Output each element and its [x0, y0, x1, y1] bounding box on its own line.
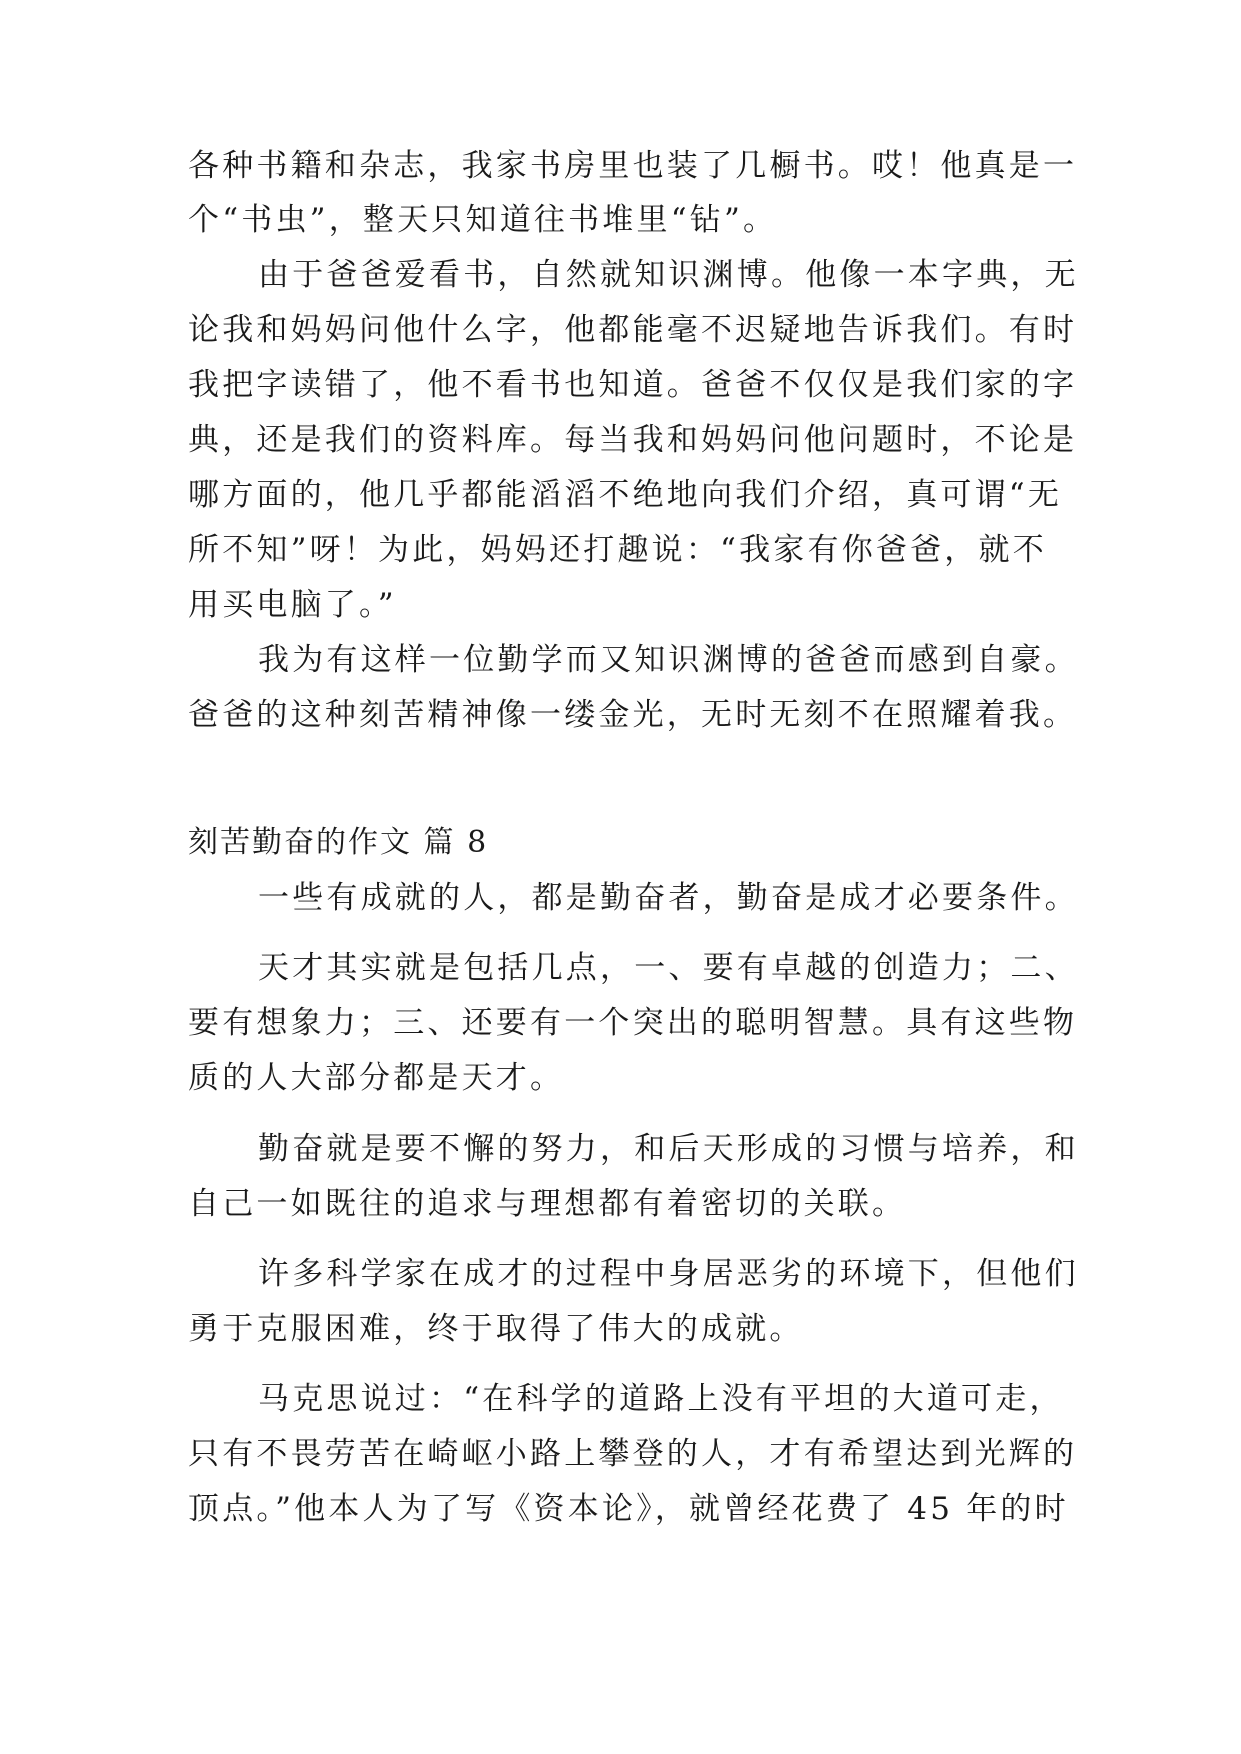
paragraph-first-line: 我为有这样一位勤学而又知识渊博的爸爸而感到自豪。 [258, 642, 1079, 678]
text-line: 勇于克服困难，终于取得了伟大的成就。 [188, 1311, 804, 1347]
text-line: 论我和妈妈问他什么字，他都能毫不迟疑地告诉我们。有时 [188, 312, 1078, 348]
text-line: 各种书籍和杂志，我家书房里也装了几橱书。哎！他真是一 [188, 148, 1078, 184]
text-line: 只有不畏劳苦在崎岖小路上攀登的人，才有希望达到光辉的 [188, 1436, 1078, 1472]
text-line: 我把字读错了，他不看书也知道。爸爸不仅仅是我们家的字 [188, 367, 1078, 403]
paragraph-first-line: 一些有成就的人，都是勤奋者，勤奋是成才必要条件。 [258, 880, 1079, 916]
text-line: 质的人大部分都是天才。 [188, 1060, 565, 1096]
paragraph-first-line: 天才其实就是包括几点，一、要有卓越的创造力；二、 [258, 950, 1079, 986]
paragraph-first-line: 马克思说过：“在科学的道路上没有平坦的大道可走， [258, 1381, 1064, 1417]
paragraph-first-line: 由于爸爸爱看书，自然就知识渊博。他像一本字典，无 [258, 257, 1079, 293]
text-line: 自己一如既往的追求与理想都有着密切的关联。 [188, 1186, 907, 1222]
text-line: 所不知”呀！为此，妈妈还打趣说：“我家有你爸爸，就不 [188, 532, 1047, 568]
text-line: 用买电脑了。” [188, 587, 397, 623]
paragraph-first-line: 许多科学家在成才的过程中身居恶劣的环境下，但他们 [258, 1256, 1079, 1292]
text-line: 爸爸的这种刻苦精神像一缕金光，无时无刻不在照耀着我。 [188, 697, 1078, 733]
paragraph-first-line: 勤奋就是要不懈的努力，和后天形成的习惯与培养，和 [258, 1131, 1079, 1167]
text-line: 顶点。”他本人为了写《资本论》，就曾经花费了 45 年的时 [188, 1491, 1069, 1527]
text-line: 要有想象力；三、还要有一个突出的聪明智慧。具有这些物 [188, 1005, 1078, 1041]
text-line: 个“书虫”，整天只知道往书堆里“钻”。 [188, 202, 778, 238]
section-heading: 刻苦勤奋的作文 篇 8 [188, 825, 489, 860]
text-line: 哪方面的，他几乎都能滔滔不绝地向我们介绍，真可谓“无 [188, 477, 1063, 513]
text-line: 典，还是我们的资料库。每当我和妈妈问他问题时，不论是 [188, 422, 1078, 458]
